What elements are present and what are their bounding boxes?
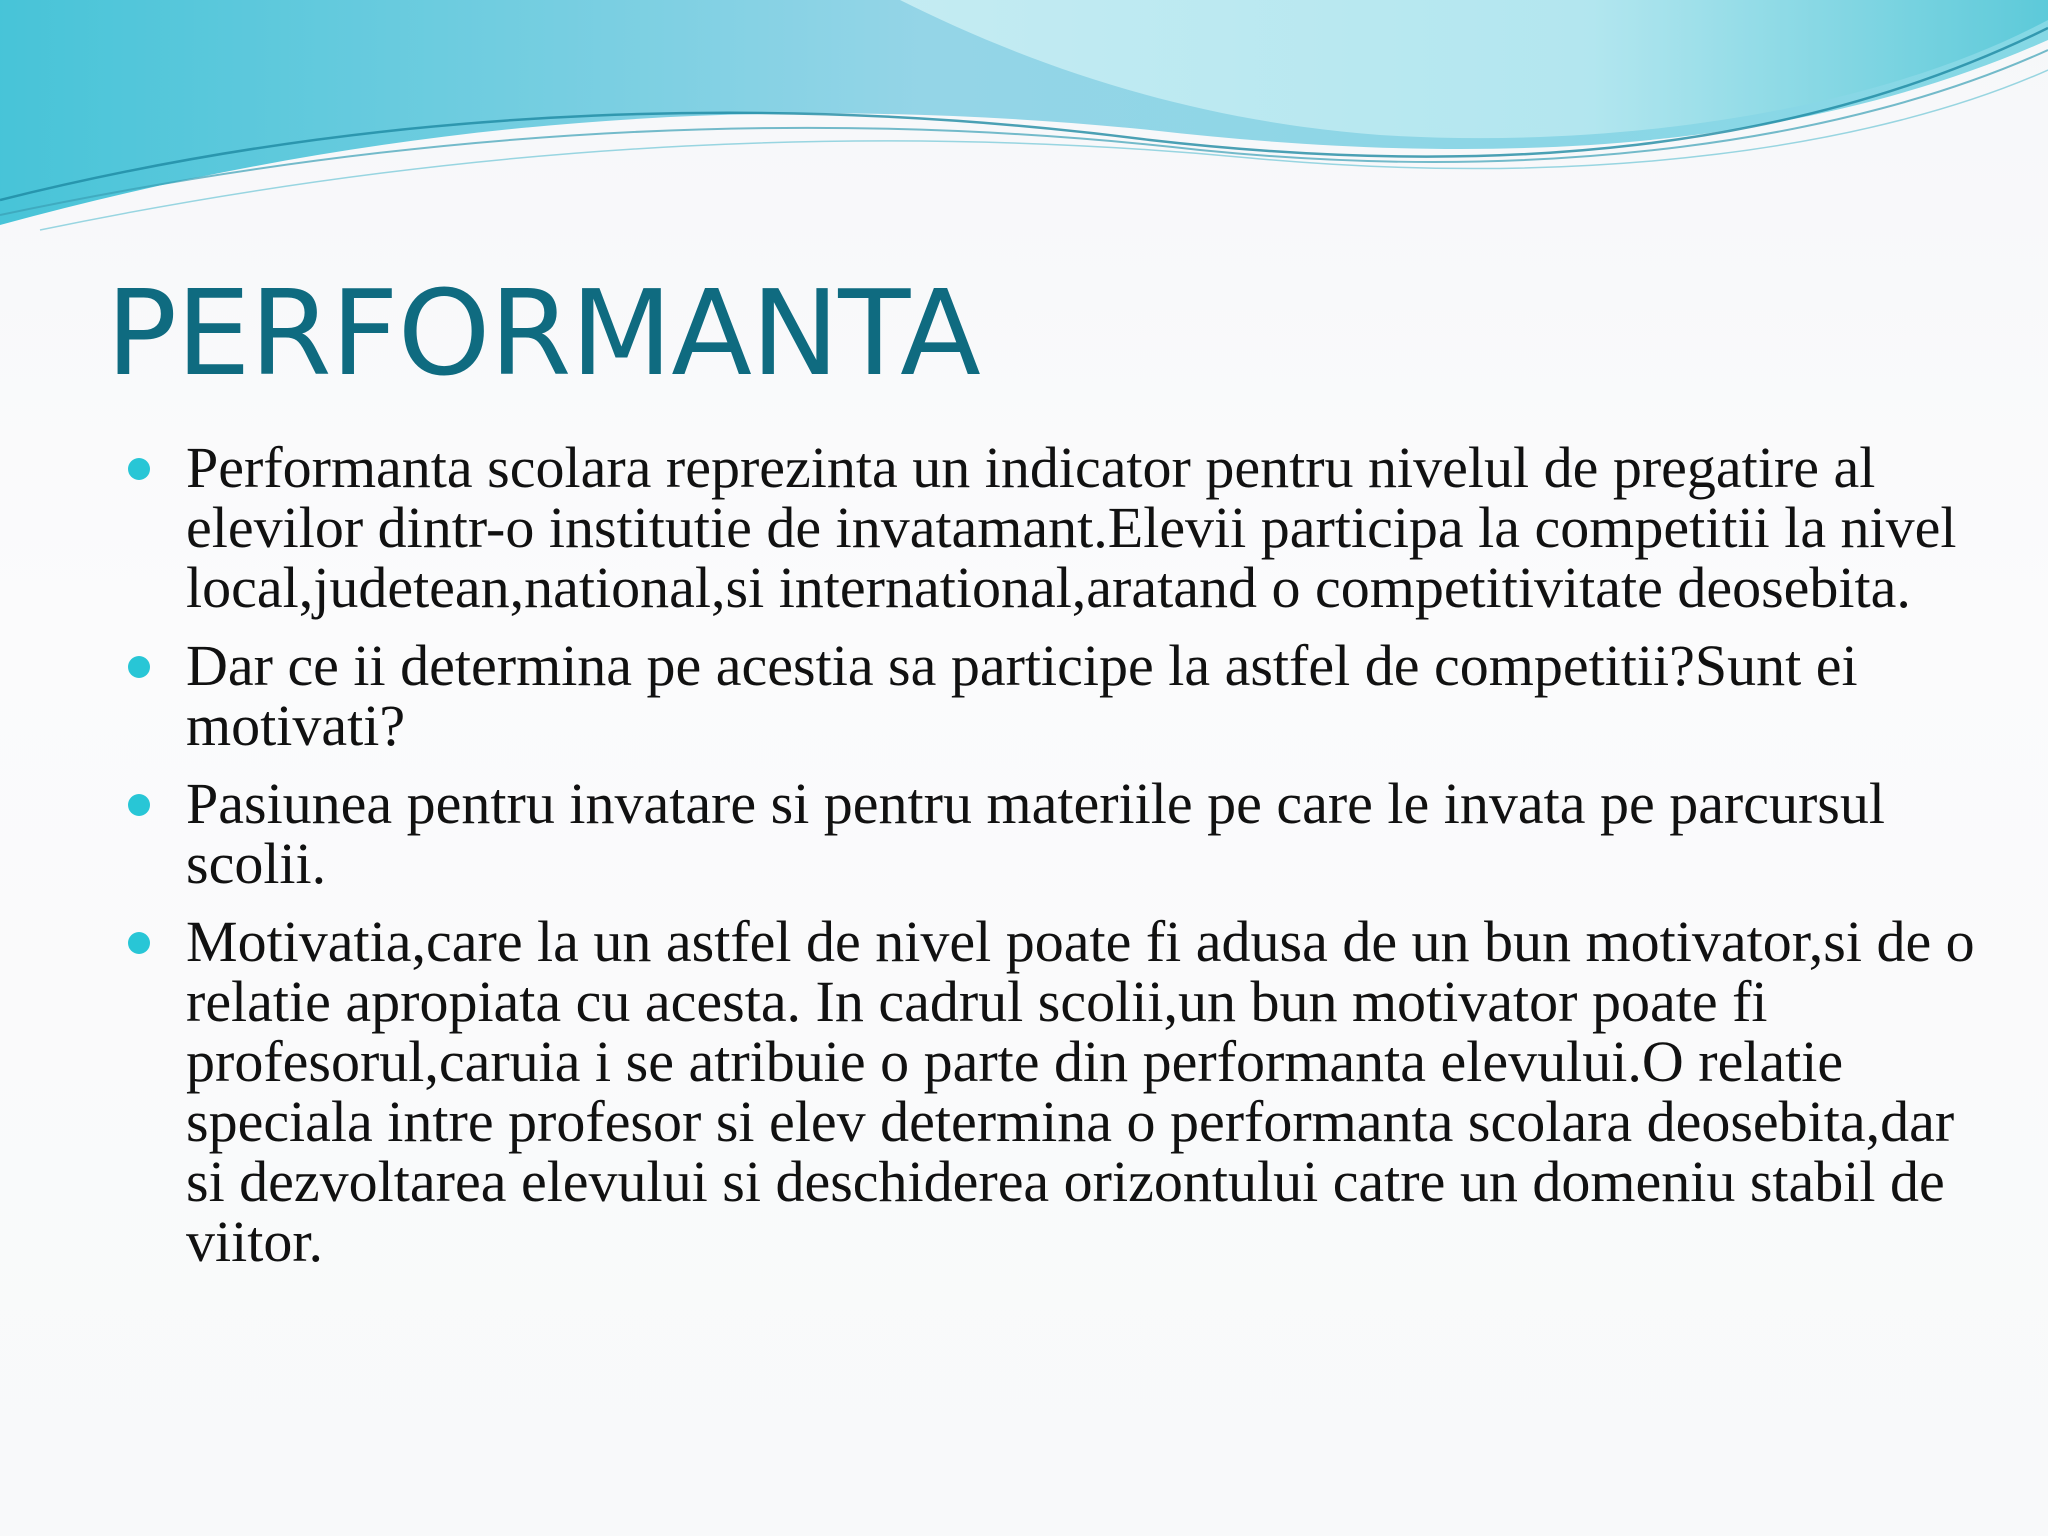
list-item [128, 771, 1988, 896]
list-item [128, 909, 1988, 1274]
bullet-dot-icon [128, 932, 150, 954]
bullet-text: Pasiunea pentru invatare si pentru materiile pe care le invata pe parcursul scolii. [186, 771, 1885, 896]
slide-title: PERFORMANTA [106, 264, 980, 402]
bullet-dot-icon [128, 458, 150, 480]
wave-header-decoration [0, 0, 2048, 240]
list-item [128, 435, 1988, 620]
bullet-text: Performanta scolara reprezinta un indicator pentru nivelul de pregatire al elevilor dintr-o institutie de invatamant.Elevii participa la competitii la nivel local,judetean,national,si international,aratand o competitivitate deosebita. [186, 435, 1957, 620]
bullet-text: Dar ce ii determina pe acestia sa participe la astfel de competitii?Sunt ei motivati? [186, 633, 1858, 758]
bullet-dot-icon [128, 794, 150, 816]
bullet-text: Motivatia,care la un astfel de nivel poate fi adusa de un bun motivator,si de o relatie apropiata cu acesta. In cadrul scolii,un bun motivator poate fi profesorul,caruia i se atribuie o parte din performanta elevului.O relatie speciala intre profesor si elev determina o performanta scolara deosebita,dar si dezvoltarea elevului si deschiderea orizontului catre un domeniu stabil de viitor. [186, 909, 1975, 1274]
bullet-dot-icon [128, 656, 150, 678]
bullet-list [128, 435, 1988, 1290]
list-item [128, 633, 1988, 758]
